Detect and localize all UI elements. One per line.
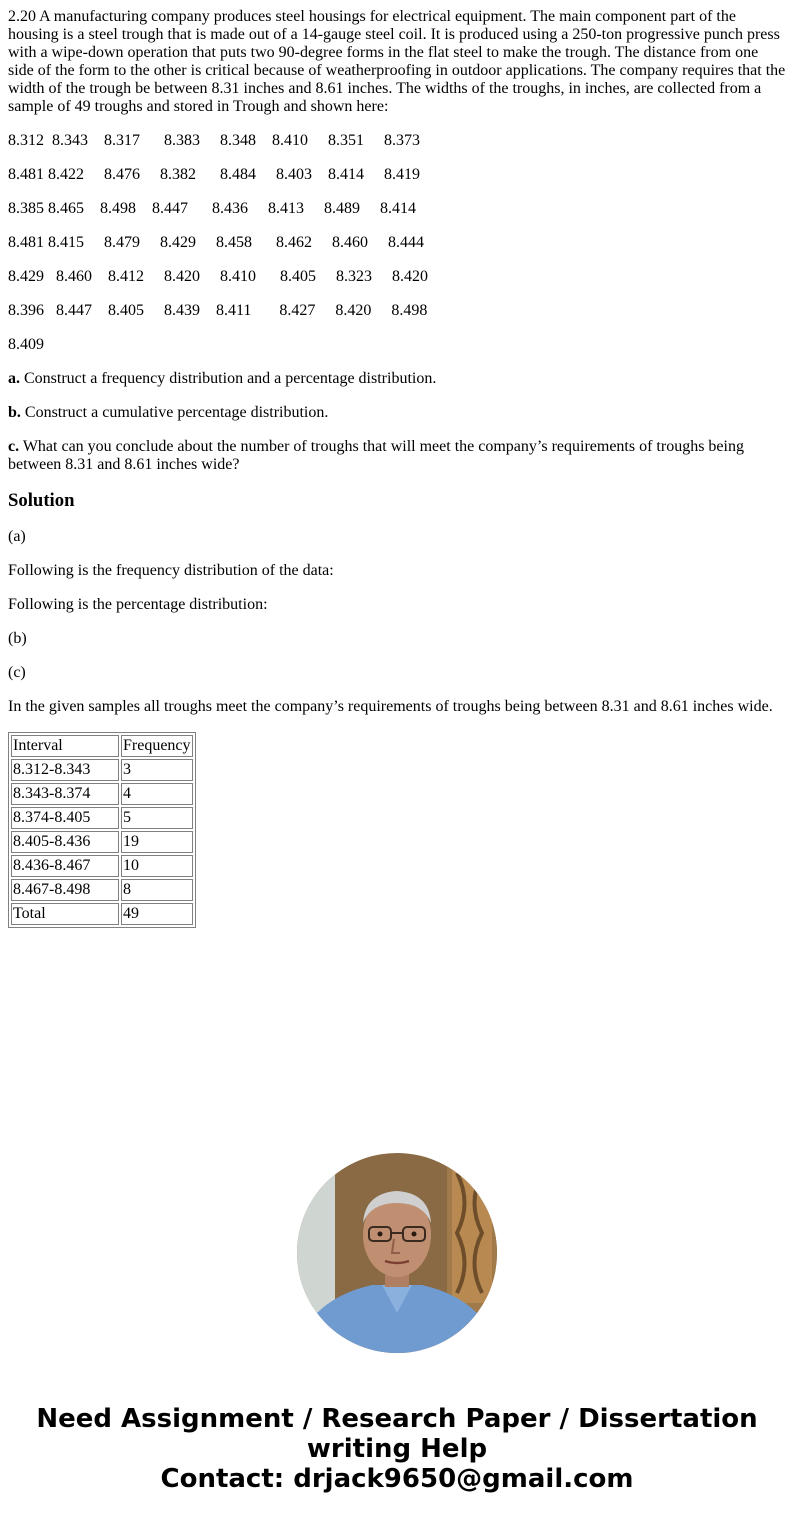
table-cell-interval: Total — [11, 903, 119, 925]
solution-heading: Solution — [8, 490, 75, 511]
data-row-6: 8.396 8.447 8.405 8.439 8.411 8.427 8.420 8.498 — [8, 302, 428, 319]
table-row — [11, 807, 193, 829]
question-c: c. What can you conclude about the number of troughs that will meet the company’s requirements of troughs being between 8.31 and 8.61 inches wide? — [8, 438, 744, 473]
table-cell-interval: 8.405-8.436 — [11, 831, 119, 853]
table-row — [11, 831, 193, 853]
question-b: b. Construct a cumulative percentage distribution. — [8, 404, 329, 421]
table-cell-frequency: 10 — [121, 855, 193, 877]
question-a: a. Construct a frequency distribution and a percentage distribution. — [8, 370, 437, 387]
table-cell-interval: 8.343-8.374 — [11, 783, 119, 805]
solution-part-c: (c) — [8, 664, 26, 681]
table-cell-interval: 8.467-8.498 — [11, 879, 119, 901]
frequency-intro: Following is the frequency distribution of the data: — [8, 562, 334, 579]
frequency-table — [8, 732, 196, 928]
assignment-help-banner — [0, 1404, 794, 1494]
table-cell-interval: 8.374-8.405 — [11, 807, 119, 829]
table-cell-frequency: 19 — [121, 831, 193, 853]
solution-part-b: (b) — [8, 630, 27, 647]
data-row-5: 8.429 8.460 8.412 8.420 8.410 8.405 8.323 8.420 — [8, 268, 428, 285]
author-avatar — [297, 1153, 497, 1353]
table-cell-frequency: 3 — [121, 759, 193, 781]
table-row-total — [11, 903, 193, 925]
table-row — [11, 855, 193, 877]
conclusion-text: In the given samples all troughs meet the company’s requirements of troughs being between 8.31 and 8.61 inches wide. — [8, 698, 773, 715]
banner-line-1: Need Assignment / Research Paper / Dissertation — [36, 1404, 758, 1434]
table-row — [11, 783, 193, 805]
table-header-cell: Frequency — [121, 735, 193, 757]
table-cell-frequency: 8 — [121, 879, 193, 901]
table-cell-frequency: 5 — [121, 807, 193, 829]
table-row — [11, 879, 193, 901]
banner-contact: Contact: drjack9650@gmail.com — [160, 1464, 634, 1494]
table-header-row — [11, 735, 193, 757]
data-row-1: 8.312 8.343 8.317 8.383 8.348 8.410 8.351 8.373 — [8, 132, 420, 149]
document-content — [8, 8, 786, 928]
data-row-2: 8.481 8.422 8.476 8.382 8.484 8.403 8.414 8.419 — [8, 166, 420, 183]
table-cell-frequency: 49 — [121, 903, 193, 925]
table-row — [11, 759, 193, 781]
problem-statement: 2.20 A manufacturing company produces steel housings for electrical equipment. The main component part of the housing is a steel trough that is made out of a 14-gauge steel coil. It is produced using a 250-ton progressive punch press with a wipe-down operation that puts two 90-degree forms in the flat steel to make the trough. The distance from one side of the form to the other is critical because of weatherproofing in outdoor applications. The company requires that the width of the trough be between 8.31 inches and 8.61 inches. The widths of the troughs, in inches, are collected from a sample of 49 troughs and stored in Trough and shown here: — [8, 8, 786, 115]
data-row-3: 8.385 8.465 8.498 8.447 8.436 8.413 8.489 8.414 — [8, 200, 416, 217]
table-cell-interval: 8.312-8.343 — [11, 759, 119, 781]
percentage-intro: Following is the percentage distribution: — [8, 596, 268, 613]
author-portrait-icon — [297, 1153, 497, 1353]
data-row-4: 8.481 8.415 8.479 8.429 8.458 8.462 8.460 8.444 — [8, 234, 424, 251]
solution-part-a: (a) — [8, 528, 26, 545]
table-cell-frequency: 4 — [121, 783, 193, 805]
table-header-cell: Interval — [11, 735, 119, 757]
data-row-7: 8.409 — [8, 336, 44, 353]
table-cell-interval: 8.436-8.467 — [11, 855, 119, 877]
banner-line-2: writing Help — [306, 1434, 488, 1464]
